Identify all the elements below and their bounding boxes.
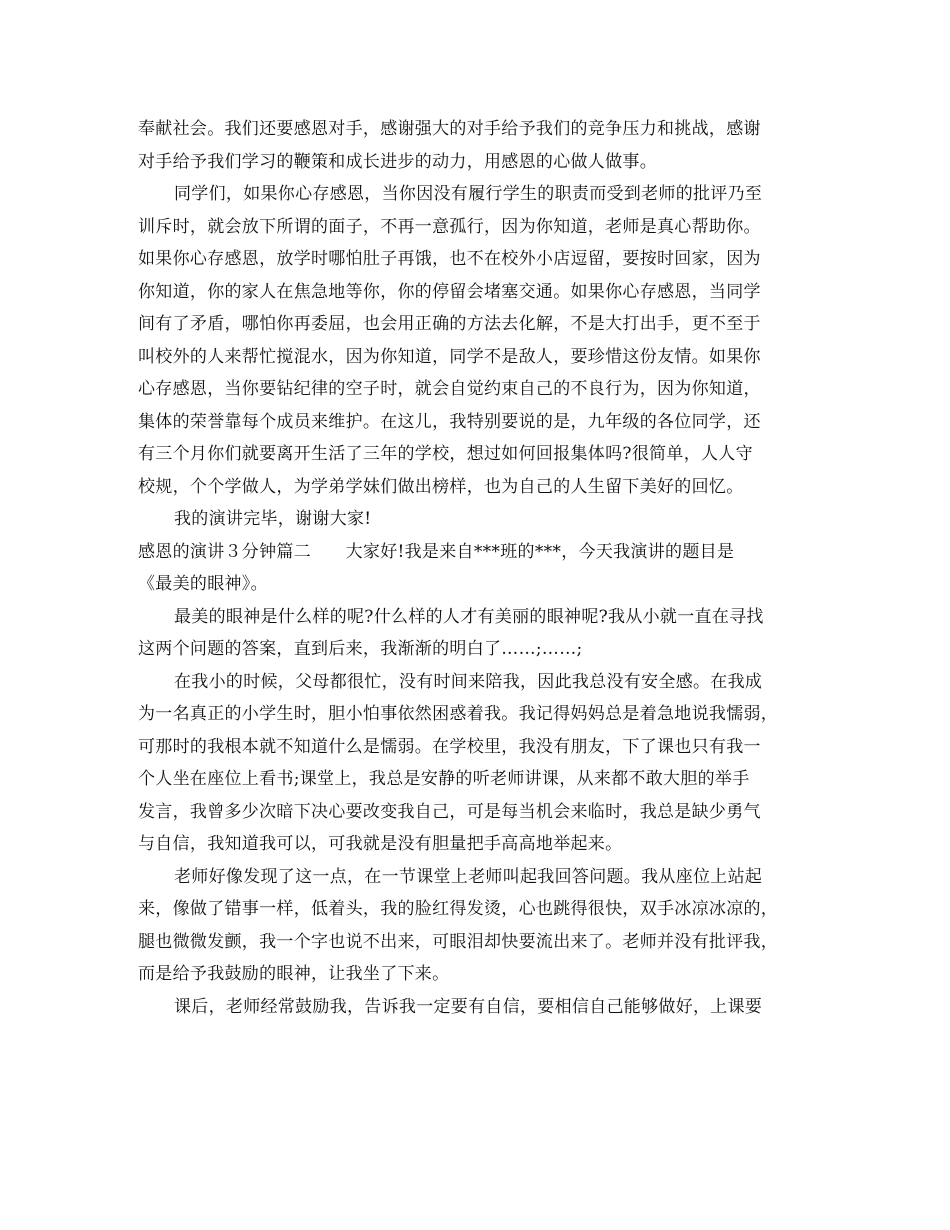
text-line: 个人坐在座位上看书;课堂上，我总是安静的听老师讲课，从来都不敢大胆的举手 <box>138 769 750 789</box>
section-heading-line: 感恩的演讲３分钟篇二 大家好!我是来自***班的***，今天我演讲的题目是 <box>138 541 735 562</box>
text-line: 心存感恩，当你要钻纪律的空子时，就会自觉约束自己的不良行为，因为你知道， <box>138 379 761 399</box>
text-line: 校规，个个学做人，为学弟学妹们做出榜样，也为自己的人生留下美好的回忆。 <box>138 476 744 497</box>
text-line: 课后，老师经常鼓励我，告诉我一定要有自信，要相信自己能够做好，上课要 <box>174 996 763 1017</box>
text-line: 间有了矛盾，哪怕你再委屈，也会用正确的方法去化解，不是大打出手，更不至于 <box>138 314 761 334</box>
text-line: 奉献社会。我们还要感恩对手，感谢强大的对手给予我们的竞争压力和挑战，感谢 <box>138 119 761 139</box>
text-line: 最美的眼神是什么样的呢?什么样的人才有美丽的眼神呢?我从小就一直在寻找 <box>174 606 764 627</box>
document-body <box>138 113 838 1023</box>
text-line: 训斥时，就会放下所谓的面子，不再一意孤行，因为你知道，老师是真心帮助你。 <box>138 216 761 237</box>
text-line: 如果你心存感恩，放学时哪怕肚子再饿，也不在校外小店逗留，要按时回家，因为 <box>138 249 761 269</box>
text-line: 同学们，如果你心存感恩，当你因没有履行学生的职责而受到老师的批评乃至 <box>174 184 763 204</box>
text-line: 你知道，你的家人在焦急地等你，你的停留会堵塞交通。如果你心存感恩，当同学 <box>138 281 761 302</box>
text-line: 在我小的时候，父母都很忙，没有时间来陪我，因此我总没有安全感。在我成 <box>174 671 763 692</box>
text-line: 来，像做了错事一样，低着头，我的脸红得发烫，心也跳得很快，双手冰凉冰凉的， <box>138 899 779 919</box>
text-line: 我的演讲完毕，谢谢大家! <box>174 509 372 529</box>
text-line: 可那时的我根本就不知道什么是懦弱。在学校里，我没有朋友，下了课也只有我一 <box>138 736 761 757</box>
text-line: 对手给予我们学习的鞭策和成长进步的动力，用感恩的心做人做事。 <box>138 151 657 172</box>
text-line: 而是给予我鼓励的眼神，让我坐了下来。 <box>138 964 450 984</box>
text-line: 集体的荣誉靠每个成员来维护。在这儿，我特别要说的是，九年级的各位同学，还 <box>138 411 761 432</box>
text-line: 与自信，我知道我可以，可我就是没有胆量把手高高地举起来。 <box>138 834 623 854</box>
text-line: 为一名真正的小学生时，胆小怕事依然困惑着我。我记得妈妈总是着急地说我懦弱， <box>138 704 779 724</box>
text-line: 《最美的眼神》。 <box>138 574 268 594</box>
text-line: 这两个问题的答案，直到后来，我渐渐的明白了……;……; <box>138 639 583 659</box>
text-line: 发言，我曾多少次暗下决心要改变我自己，可是每当机会来临时，我总是缺少勇气 <box>138 801 761 822</box>
text-line: 叫校外的人来帮忙搅混水，因为你知道，同学不是敌人，要珍惜这份友情。如果你 <box>138 346 761 367</box>
text-line: 老师好像发现了这一点，在一节课堂上老师叫起我回答问题。我从座位上站起 <box>174 866 763 887</box>
text-line: 腿也微微发颤，我一个字也说不出来，可眼泪却快要流出来了。老师并没有批评我， <box>138 931 779 952</box>
text-line: 有三个月你们就要离开生活了三年的学校，想过如何回报集体吗?很简单，人人守 <box>138 444 753 464</box>
